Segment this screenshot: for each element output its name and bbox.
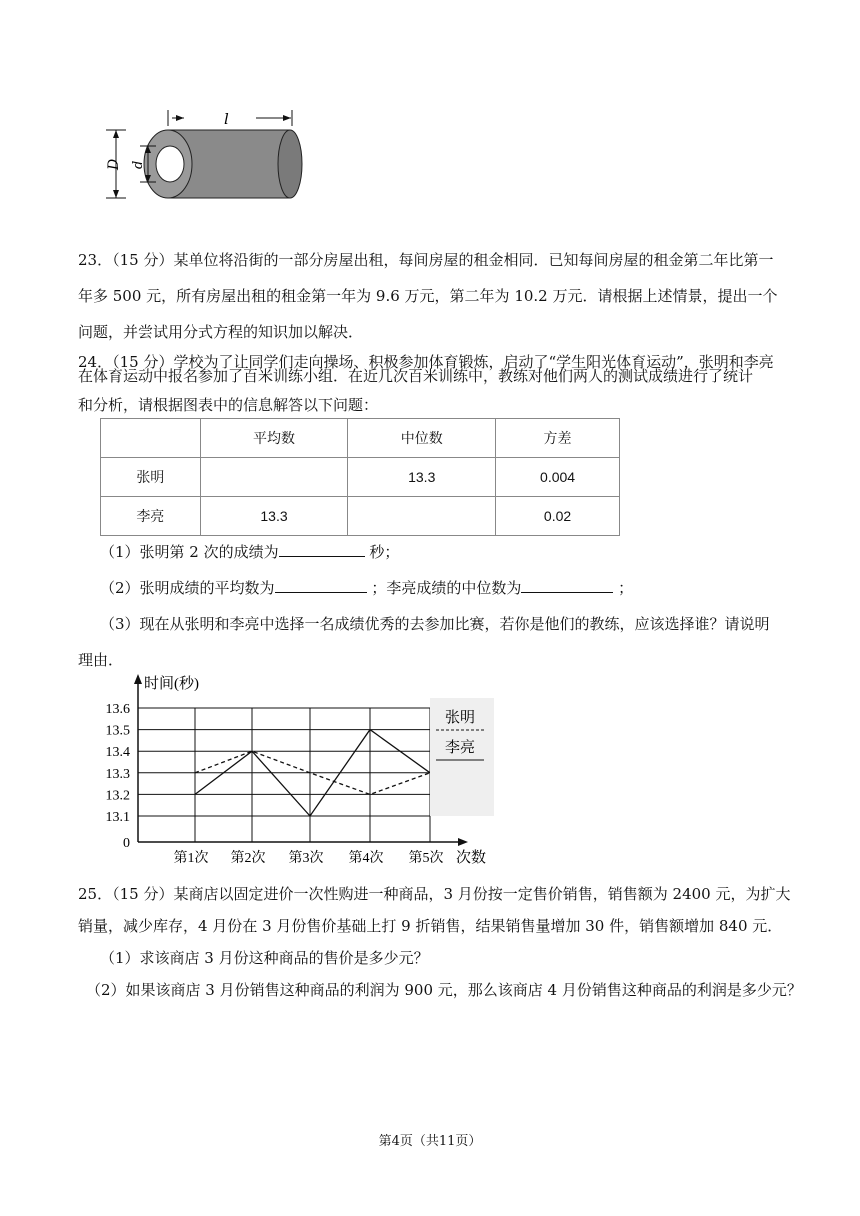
answer-blank[interactable] [275, 578, 367, 593]
table-cell: 13.3 [348, 458, 496, 497]
table-row [101, 458, 620, 497]
table-cell [200, 458, 348, 497]
x-axis-arrow [458, 838, 468, 846]
y-tick-label: 13.6 [105, 702, 130, 717]
answer-blank[interactable] [279, 542, 365, 557]
tube-label-d: d [131, 160, 146, 169]
table-header-cell: 平均数 [200, 419, 348, 458]
table-header-cell [101, 419, 201, 458]
q24-line3: 和分析，请根据图表中的信息解答以下问题： [78, 396, 379, 414]
q24-sub1-text: （1）张明第 2 次的成绩为 [100, 543, 279, 561]
tube-label-D: D [106, 158, 122, 170]
tube-figure [96, 100, 316, 205]
q24-line2-visible: 在体育运动中报名参加了百米训练小组．在近几次百米训练中，教练对他们两人的测试成绩进行了统计 [78, 367, 754, 385]
q24-line1: 24．（15 分）学校为了让同学们走向操场、积极参加体育锻炼，启动了“学生阳光体育运动”，张明和李亮 [78, 353, 774, 371]
q25-sub2: （2）如果该商店 3 月份销售这种商品的利润为 900 元，那么该商店 4 月份销售这种商品的利润是多少元？ [86, 981, 802, 999]
q24-sub2-text: （2）张明成绩的平均数为 [100, 579, 275, 597]
x-tick-label: 第2次 [230, 851, 266, 866]
q24-sub2 [100, 578, 820, 598]
q25-line1: 25．（15 分）某商店以固定进价一次性购进一种商品，3 月份按一定售价销售，销售额为 2400 元，为扩大 [78, 885, 791, 903]
table-header-cell: 方差 [496, 419, 620, 458]
q24-sub1 [100, 542, 820, 562]
q23-line3: 问题，并尝试用分式方程的知识加以解决． [78, 323, 364, 341]
table-cell: 李亮 [101, 497, 201, 536]
page-footer: 第4页（共11页） [378, 1134, 482, 1149]
y-tick-label: 0 [123, 836, 130, 851]
x-tick-label: 第5次 [408, 851, 444, 866]
q23-line1: 23．（15 分）某单位将沿街的一部分房屋出租，每间房屋的租金相同．已知每间房屋的租金第二年比第一 [78, 251, 774, 269]
stats-table [100, 418, 620, 536]
x-tick-label: 第1次 [173, 851, 209, 866]
tube-label-l: l [224, 110, 229, 128]
table-cell: 13.3 [200, 497, 348, 536]
table-cell: 张明 [101, 458, 201, 497]
q23-line2: 年多 500 元，所有房屋出租的租金第一年为 9.6 万元，第二年为 10.2 万元．请根据上述情景，提出一个 [78, 287, 778, 305]
y-tick-label: 13.2 [105, 788, 130, 804]
table-row [101, 497, 620, 536]
y-tick-label: 13.5 [105, 723, 130, 739]
q24-sub2-mid: ；李亮成绩的中位数为 [371, 579, 522, 597]
y-axis-label: 时间(秒) [144, 676, 199, 692]
line-chart [90, 670, 510, 870]
y-tick-label: 13.3 [105, 766, 130, 782]
q24-sub2-end: ； [618, 579, 634, 597]
q25-sub1: （1）求该商店 3 月份这种商品的售价是多少元？ [100, 949, 429, 967]
y-tick-label: 13.1 [105, 810, 130, 825]
q24-sub3-line2: 理由． [78, 651, 124, 669]
legend-label-liliang: 李亮 [444, 740, 476, 756]
stats-table-header-row [101, 419, 620, 458]
q24-sub3-line1: （3）现在从张明和李亮中选择一名成绩优秀的去参加比赛，若你是他们的教练，应该选择谁？请说明 [100, 615, 770, 633]
y-axis-arrow [134, 674, 142, 684]
answer-blank[interactable] [521, 578, 613, 593]
legend-label-zhangming: 张明 [444, 710, 476, 726]
table-cell: 0.02 [496, 497, 620, 536]
table-cell [348, 497, 496, 536]
y-tick-label: 13.4 [105, 745, 130, 761]
table-header-cell: 中位数 [348, 419, 496, 458]
x-axis-label: 次数 [456, 850, 487, 866]
x-tick-label: 第4次 [348, 851, 384, 866]
q24-sub1-unit: 秒； [369, 543, 400, 561]
x-tick-label: 第3次 [288, 851, 324, 866]
q25-line2: 销量，减少库存，4 月份在 3 月份售价基础上打 9 折销售，结果销售量增加 30 件，销售额增加 840 元． [78, 917, 783, 935]
table-cell: 0.004 [496, 458, 620, 497]
